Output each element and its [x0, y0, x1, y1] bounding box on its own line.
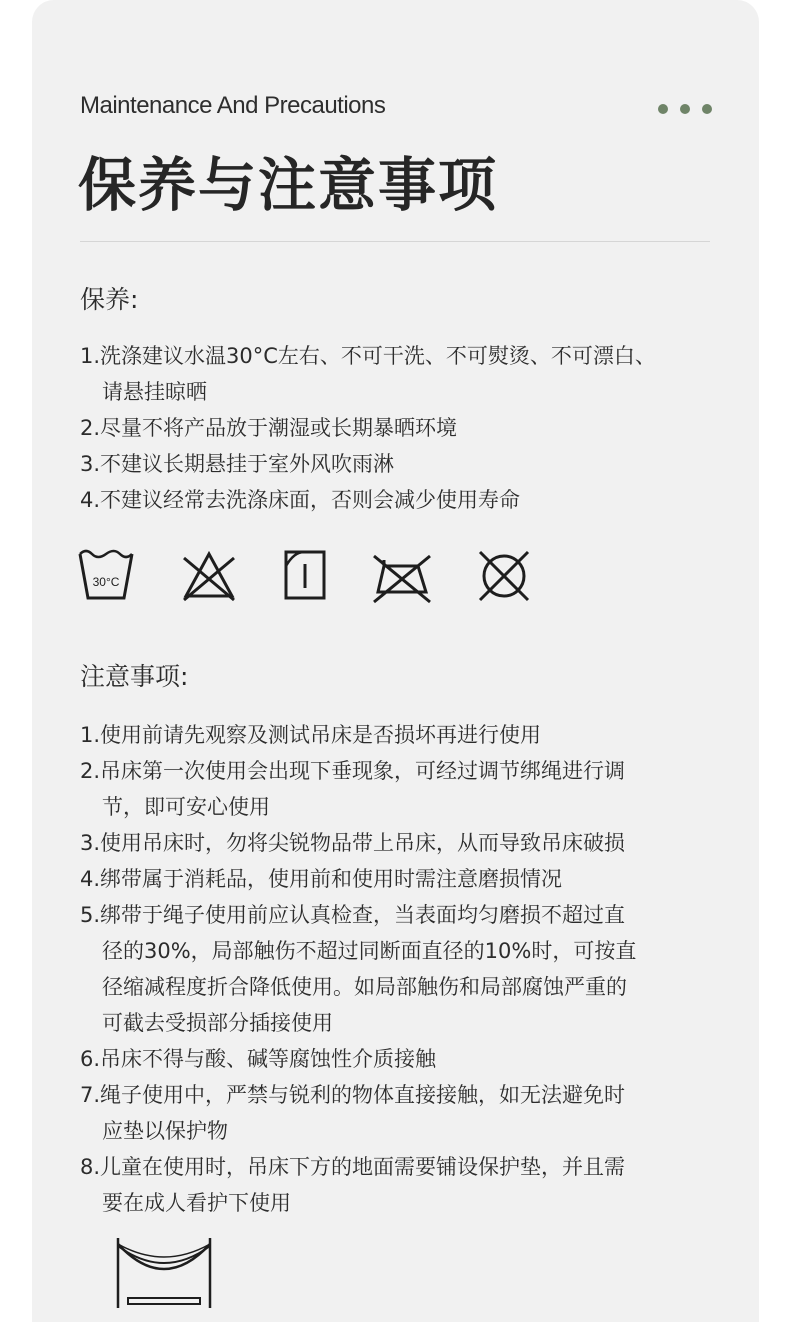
dot	[702, 104, 712, 114]
item-number: 3.	[80, 831, 101, 855]
item-text-continued: 节，即可安心使用	[102, 795, 270, 819]
item-text: 绳子使用中，严禁与锐利的物体直接接触，如无法避免时	[100, 1083, 626, 1107]
hang-dry-icon	[284, 548, 328, 602]
item-text: 洗涤建议水温30°C左右、不可干洗、不可熨烫、不可漂白、	[100, 344, 656, 368]
item-number: 6.	[80, 1047, 101, 1071]
list-item	[80, 446, 730, 482]
item-number: 2.	[80, 759, 101, 783]
item-text: 不建议长期悬挂于室外风吹雨淋	[100, 452, 395, 476]
list-item	[80, 338, 730, 410]
list-item	[80, 897, 730, 1041]
hammock-with-mat-icon	[112, 1234, 216, 1310]
item-number: 4.	[80, 488, 101, 512]
precautions-heading: 注意事项:	[80, 662, 189, 691]
item-number: 4.	[80, 867, 101, 891]
item-text-continued: 应垫以保护物	[102, 1119, 228, 1143]
list-item	[80, 753, 730, 825]
item-text: 吊床不得与酸、碱等腐蚀性介质接触	[100, 1047, 437, 1071]
list-item	[80, 1041, 730, 1077]
item-text-continued: 请悬挂晾晒	[102, 380, 207, 404]
care-icons-row	[78, 548, 548, 608]
precautions-list	[80, 717, 730, 1221]
item-text: 儿童在使用时，吊床下方的地面需要铺设保护垫，并且需	[100, 1155, 626, 1179]
item-text: 绑带属于消耗品，使用前和使用时需注意磨损情况	[100, 867, 563, 891]
maintenance-list	[80, 338, 730, 518]
item-text-continued: 径缩减程度折合降低使用。如局部触伤和局部腐蚀严重的	[102, 975, 627, 999]
item-text: 使用吊床时，勿将尖锐物品带上吊床，从而导致吊床破损	[100, 831, 626, 855]
dot	[658, 104, 668, 114]
item-number: 2.	[80, 416, 101, 440]
list-item	[80, 1077, 730, 1149]
item-text-continued: 径的30%，局部触伤不超过同断面直径的10%时，可按直	[102, 939, 637, 963]
item-number: 1.	[80, 344, 101, 368]
no-dry-clean-icon	[476, 548, 532, 604]
list-item	[80, 717, 730, 753]
item-text: 尽量不将产品放于潮湿或长期暴晒环境	[100, 416, 458, 440]
item-number: 7.	[80, 1083, 101, 1107]
list-item	[80, 861, 730, 897]
item-text-continued: 要在成人看护下使用	[102, 1191, 291, 1215]
item-text: 绑带于绳子使用前应认真检查，当表面均匀磨损不超过直	[100, 903, 626, 927]
item-text: 不建议经常去洗涤床面，否则会减少使用寿命	[100, 488, 521, 512]
dot	[680, 104, 690, 114]
list-item	[80, 1149, 730, 1221]
item-text: 吊床第一次使用会出现下垂现象，可经过调节绑绳进行调	[100, 759, 626, 783]
more-dots-icon	[658, 104, 712, 114]
divider	[80, 241, 710, 242]
no-bleach-icon	[180, 548, 238, 602]
wash-temp-label: 30°C	[92, 575, 120, 589]
item-number: 5.	[80, 903, 101, 927]
page-title: 保养与注意事项	[78, 151, 499, 219]
list-item	[80, 410, 730, 446]
page-subtitle: Maintenance And Precautions	[80, 92, 386, 119]
wash-30-icon	[78, 548, 134, 602]
list-item	[80, 825, 730, 861]
item-text-continued: 可截去受损部分插接使用	[102, 1011, 333, 1035]
item-number: 3.	[80, 452, 101, 476]
item-number: 1.	[80, 723, 101, 747]
list-item	[80, 482, 730, 518]
item-text: 使用前请先观察及测试吊床是否损坏再进行使用	[100, 723, 542, 747]
no-iron-icon	[372, 548, 432, 604]
maintenance-heading: 保养:	[80, 285, 139, 314]
item-number: 8.	[80, 1155, 101, 1179]
